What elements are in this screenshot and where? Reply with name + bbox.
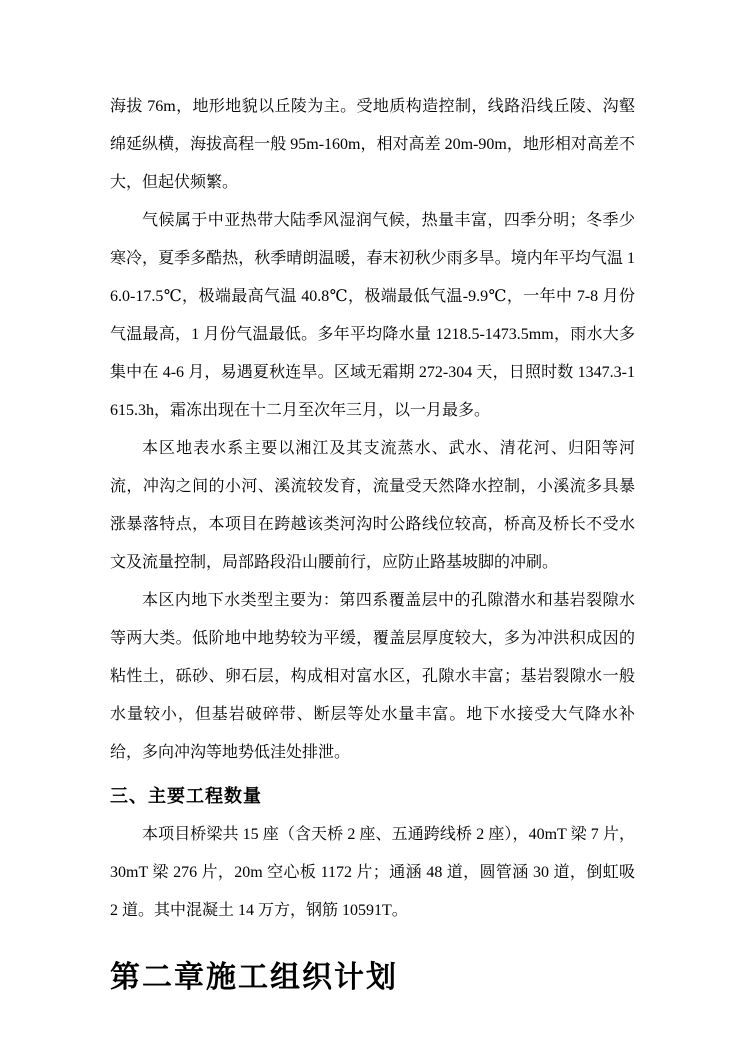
paragraph-engineering-quantities: 本项目桥梁共 15 座（含天桥 2 座、五通跨线桥 2 座），40mT 梁 7 片，30mT 梁 276 片，20m 空心板 1172 片；通涵 48 道，圆管涵 30 道，倒虹吸 2 道。其中混凝土 14 万方，钢筋 10591T。 <box>110 826 635 919</box>
paragraph-climate: 气候属于中亚热带大陆季风湿润气候，热量丰富，四季分明；冬季少寒冷，夏季多酷热，秋季晴朗温暖，春末初秋少雨多旱。境内年平均气温 16.0-17.5℃，极端最高气温 40.8℃，极端最低气温-9.9℃，一年中 7-8 月份气温最高，1 月份气温最低。多年平均降水量 1218.5-1473.5mm，雨水大多集中在 4-6 月，易遇夏秋连旱。区域无霜期 272-304 天，日照时数 1347.3-1615.3h，霜冻出现在十二月至次年三月，以一月最多。 <box>110 212 635 419</box>
paragraph-groundwater: 本区内地下水类型主要为：第四系覆盖层中的孔隙潜水和基岩裂隙水等两大类。低阶地中地势较为平缓，覆盖层厚度较大，多为冲洪积成因的粘性土，砾砂、卵石层，构成相对富水区，孔隙水丰富；基岩裂隙水一般水量较小，但基岩破碎带、断层等处水量丰富。地下水接受大气降水补给，多向冲沟等地势低洼处排泄。 <box>110 592 635 761</box>
chapter-heading: 第二章施工组织计划 <box>110 961 398 994</box>
paragraph-surface-water: 本区地表水系主要以湘江及其支流蒸水、武水、清花河、归阳等河流，冲沟之间的小河、溪流较发育，流量受天然降水控制，小溪流多具暴涨暴落特点，本项目在跨越该类河沟时公路线位较高，桥高及桥长不受水文及流量控制，局部路段沿山腰前行，应防止路基坡脚的冲刷。 <box>110 440 635 571</box>
section-heading: 三、主要工程数量 <box>110 786 262 806</box>
paragraph-terrain: 海拔 76m，地形地貌以丘陵为主。受地质构造控制，线路沿线丘陵、沟壑绵延纵横，海拔高程一般 95m-160m，相对高差 20m-90m，地形相对高差不大，但起伏频繁。 <box>110 98 635 191</box>
